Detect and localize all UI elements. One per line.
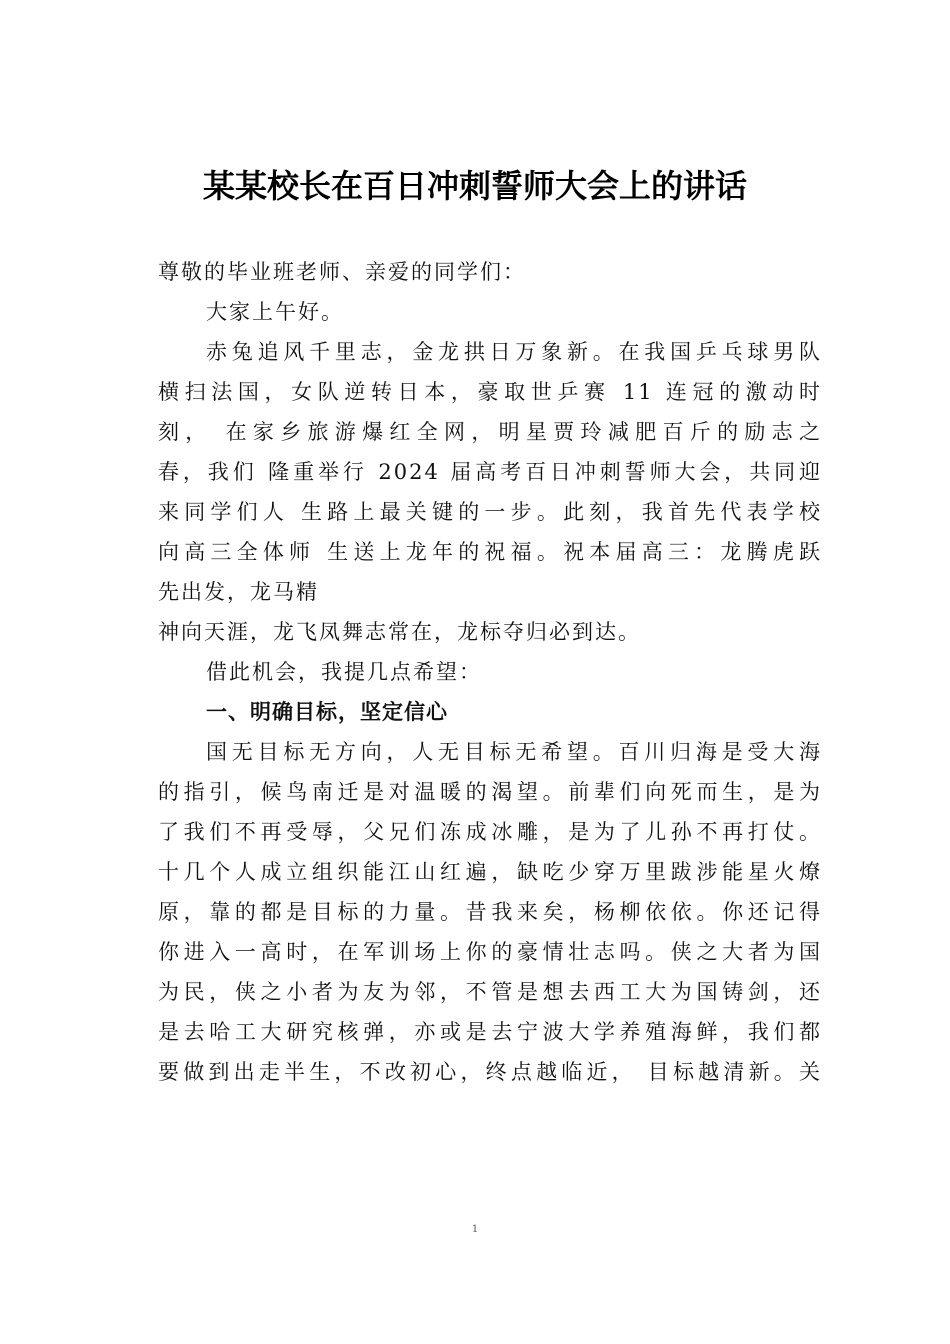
text-line: 是去哈工大研究核弹，亦或是去宁波大学养殖海鲜，我们都: [158, 1020, 822, 1044]
text-line: 为民，侠之小者为友为邻，不管是想去西工大为国铸剑，还: [158, 980, 822, 1004]
text-line: 国无目标无方向，人无目标无希望。百川归海是受大海: [206, 740, 822, 764]
text-line: 的指引，候鸟南迁是对温暖的渴望。前辈们向死而生，是为: [158, 780, 822, 804]
text-line: 刻， 在家乡旅游爆红全网，明星贾玲减肥百斤的励志之: [158, 420, 822, 444]
text-line: 神向天涯，龙飞凤舞志常在，龙标夺归必到达。: [158, 620, 641, 644]
text-line: 横扫法国，女队逆转日本，豪取世乒赛 11 连冠的激动时: [158, 380, 822, 404]
text-line: 来同学们人 生路上最关键的一步。此刻，我首先代表学校: [158, 500, 822, 524]
text-line: 你进入一高时，在军训场上你的豪情壮志吗。侠之大者为国: [158, 940, 822, 964]
page-number: 1: [471, 1224, 479, 1235]
text-line: 借此机会，我提几点希望：: [206, 660, 482, 684]
text-line: 大家上午好。: [206, 300, 344, 324]
text-line: 十几个人成立组织能江山红遍，缺吃少穿万里跋涉能星火燎: [158, 860, 822, 884]
text-line: 了我们不再受辱，父兄们冻成冰雕，是为了儿孙不再打仗。: [158, 820, 822, 844]
text-line: 春，我们 隆重举行 2024 届高考百日冲刺誓师大会，共同迎: [158, 460, 822, 484]
text-line: 要做到出走半生，不改初心，终点越临近， 目标越清新。关: [158, 1060, 822, 1084]
document-title: 某某校长在百日冲刺誓师大会上的讲话: [202, 167, 747, 205]
text-line: 向高三全体师 生送上龙年的祝福。祝本届高三：龙腾虎跃: [158, 540, 822, 564]
section-heading: 一、明确目标，坚定信心: [206, 700, 448, 724]
text-line: 原，靠的都是目标的力量。昔我来矣，杨柳依依。你还记得: [158, 900, 822, 924]
text-line: 尊敬的毕业班老师、亲爱的同学们：: [158, 260, 526, 284]
text-line: 赤兔追风千里志，金龙拱日万象新。在我国乒乓球男队: [206, 340, 822, 364]
text-line: 先出发，龙马精: [158, 580, 319, 604]
document-body: [158, 252, 822, 1092]
